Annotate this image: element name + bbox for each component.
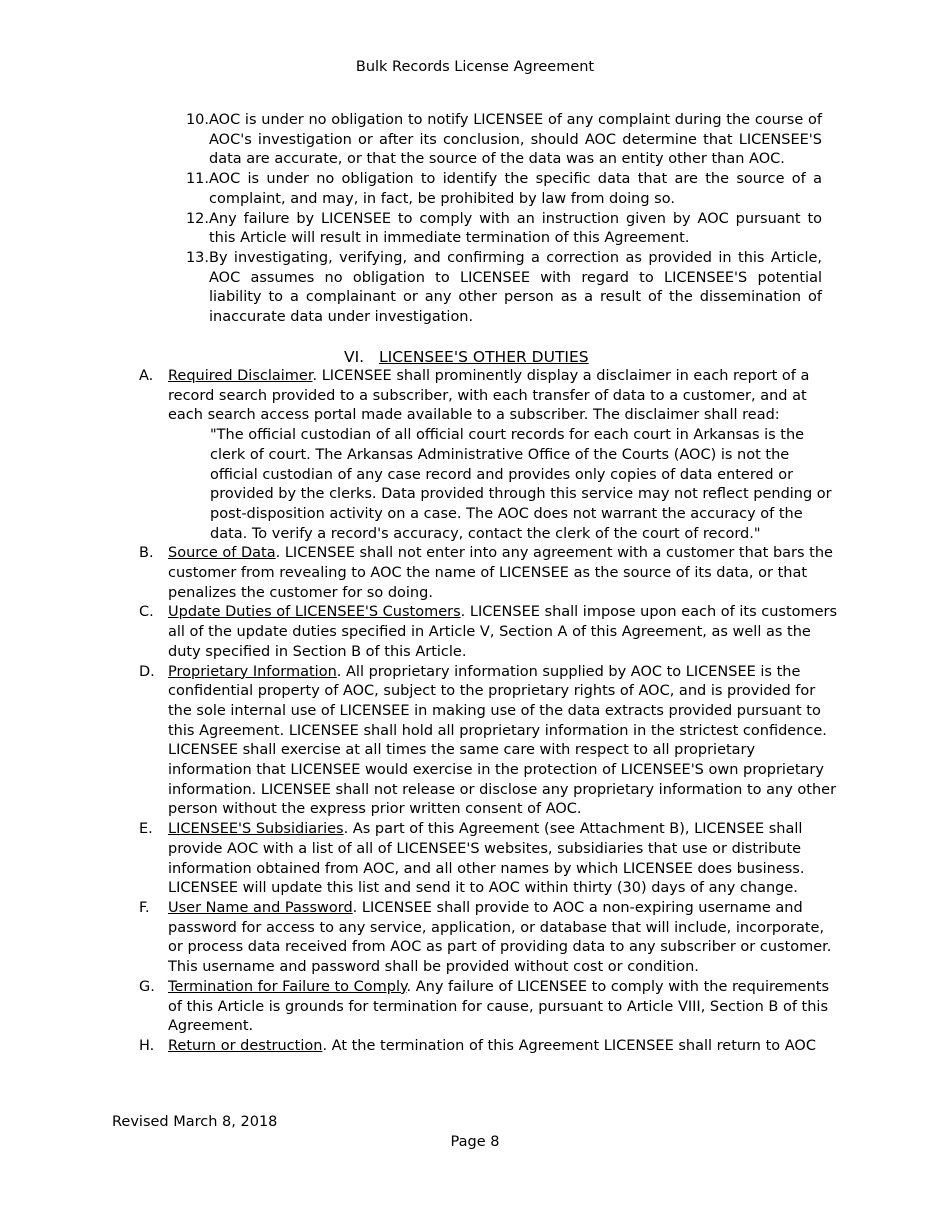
lettered-item	[139, 978, 839, 1037]
numbered-list	[170, 111, 822, 328]
numbered-item	[170, 170, 822, 209]
revision-date: Revised March 8, 2018	[112, 1114, 278, 1130]
item-heading: Termination for Failure to Comply	[168, 978, 407, 995]
item-letter: G.	[139, 978, 155, 995]
item-text: Any failure by LICENSEE to comply with an instruction given by AOC pursuant to this Article will result in immediate termination of this Agreement.	[209, 210, 822, 247]
item-letter: H.	[139, 1037, 155, 1054]
lettered-item	[139, 820, 839, 899]
item-text: By investigating, verifying, and confirming a correction as provided in this Article, AOC assumes no obligation to LICENSEE with regard to LICENSEE'S potential liability to a complainant or any other person as a result of the dissemination of inaccurate data under investigation.	[209, 249, 822, 326]
item-number: 10.	[185, 112, 209, 128]
item-text: . LICENSEE shall prominently display a disclaimer in each report of a record search provided to a subscriber, with each transfer of data to a customer, and at each search access portal made available to a subscriber. The disclaimer shall read:	[168, 368, 810, 424]
item-heading: Update Duties of LICENSEE'S Customers	[168, 604, 461, 621]
lettered-item	[139, 899, 839, 978]
item-text: AOC is under no obligation to notify LICENSEE of any complaint during the course of AOC's investigation or after its conclusion, should AOC determine that LICENSEE'S data are accurate, or that the source of the data was an entity other than AOC.	[209, 112, 822, 168]
item-body	[168, 603, 839, 662]
item-body	[168, 978, 839, 1037]
item-text: . LICENSEE shall not enter into any agreement with a customer that bars the customer from revealing to AOC the name of LICENSEE as the source of its data, or that penalizes the customer for so doing.	[168, 545, 833, 601]
disclaimer-quote: "The official custodian of all official court records for each court in Arkansas is the clerk of court. The Arkansas Administrative Office of the Courts (AOC) is not the official custodian of any case record and provides only copies of data entered or provided by the clerks. Data provided through this service may not reflect pending or post-disposition activity on a case. The AOC does not warrant the accuracy of the data. To verify a record's accuracy, contact the clerk of the court of record."	[210, 427, 832, 542]
item-number: 13.	[185, 249, 209, 266]
item-text: . As part of this Agreement (see Attachment B), LICENSEE shall provide AOC with a list of all of LICENSEE'S websites, subsidiaries that use or distribute information obtained from AOC, and all other names by which LICENSEE does business. LICENSEE will update this list and send it to AOC within thirty (30) days of any change.	[168, 821, 805, 897]
item-heading: Proprietary Information	[168, 663, 337, 680]
item-body	[168, 1037, 839, 1057]
numbered-item	[170, 210, 822, 249]
item-body	[168, 820, 839, 899]
lettered-item	[139, 663, 839, 821]
item-text: . All proprietary information supplied by AOC to LICENSEE is the confidential property of AOC, subject to the proprietary rights of AOC, and is provided for the sole internal use of LICENSEE in making use of the data extracts provided pursuant to this Agreement. LICENSEE shall hold all proprietary information in the strictest confidence. LICENSEE shall exercise at all times the same care with respect to all proprietary information that LICENSEE would exercise in the protection of LICENSEE'S own proprietary information. LICENSEE shall not release or disclose any proprietary information to any other person without the express prior written consent of AOC.	[168, 663, 837, 818]
item-body	[168, 663, 839, 821]
item-body	[168, 899, 839, 978]
item-body	[168, 544, 839, 603]
section-title: LICENSEE'S OTHER DUTIES	[379, 348, 589, 366]
item-letter: E.	[139, 821, 153, 838]
item-body	[168, 367, 839, 544]
page-number: Page 8	[450, 1134, 500, 1150]
numbered-item	[170, 249, 822, 328]
item-number: 12.	[185, 210, 209, 227]
item-heading: User Name and Password	[168, 899, 353, 916]
item-text: . LICENSEE shall provide to AOC a non-expiring username and password for access to any service, application, or database that will include, incorporate, or process data received from AOC as part of providing data to any subscriber or customer. This username and password shall be provided without cost or condition.	[168, 899, 832, 976]
item-heading: Required Disclaimer	[168, 368, 313, 384]
lettered-item	[139, 367, 839, 544]
lettered-item	[139, 603, 839, 662]
item-heading: Return or destruction	[168, 1037, 323, 1054]
item-letter: F.	[139, 899, 150, 916]
item-letter: D.	[139, 663, 155, 680]
item-letter: B.	[139, 545, 154, 562]
lettered-item	[139, 544, 839, 603]
item-heading: LICENSEE'S Subsidiaries	[168, 821, 344, 838]
item-text: . Any failure of LICENSEE to comply with the requirements of this Article is grounds for termination for cause, pursuant to Article VIII, Section B of this Agreement.	[168, 978, 830, 1035]
section-number: VI.	[344, 348, 365, 366]
item-text: . LICENSEE shall impose upon each of its customers all of the update duties specified in Article V, Section A of this Agreement, as well as the duty specified in Section B of this Article.	[168, 604, 838, 660]
lettered-list	[139, 367, 839, 1057]
item-letter: C.	[139, 604, 154, 621]
item-letter: A.	[139, 368, 154, 384]
item-text: . At the termination of this Agreement LICENSEE shall return to AOC	[322, 1037, 816, 1054]
page-header-title: Bulk Records License Agreement	[355, 59, 595, 75]
item-number: 11.	[185, 171, 209, 188]
numbered-item	[170, 111, 822, 170]
item-heading: Source of Data	[168, 545, 276, 562]
item-text: AOC is under no obligation to identify the specific data that are the source of a complaint, and may, in fact, be prohibited by law from doing so.	[209, 171, 822, 207]
lettered-item	[139, 1037, 839, 1057]
